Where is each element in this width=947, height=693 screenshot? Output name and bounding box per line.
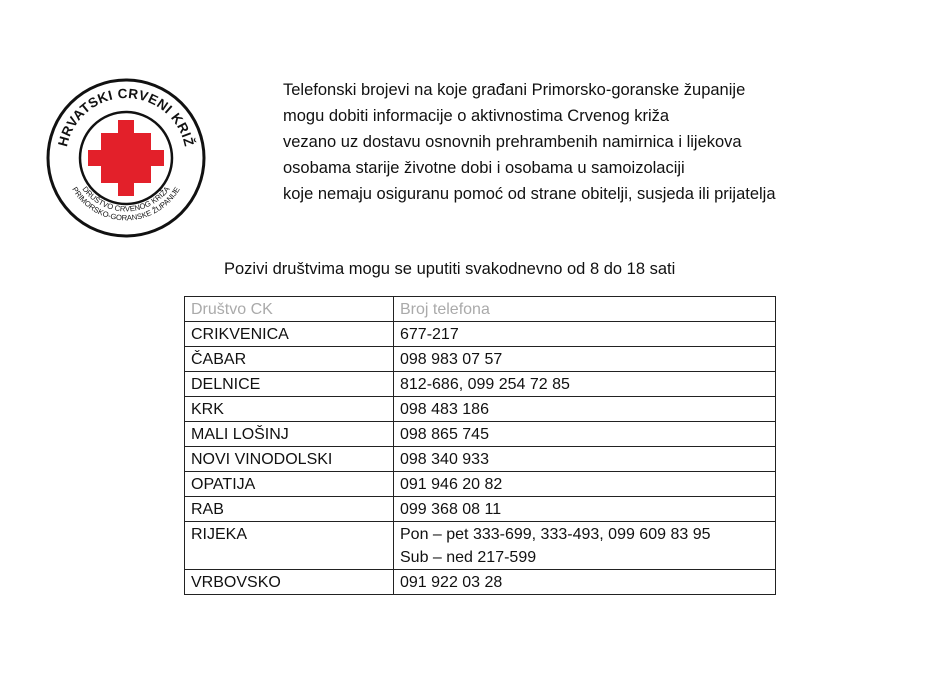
phone-number: 098 865 745 [394,422,776,447]
intro-line: Telefonski brojevi na koje građani Primorsko-goranske županije [283,81,746,99]
table-row [185,347,776,372]
phone-number [394,522,776,570]
society-name: DELNICE [185,372,394,397]
table-row [185,422,776,447]
intro-line: mogu dobiti informacije o aktivnostima Crvenog križa [283,107,670,125]
society-name: KRK [185,397,394,422]
red-cross-logo [44,76,208,240]
phone-number: 098 340 933 [394,447,776,472]
intro-line: osobama starije životne dobi i osobama u samoizolaciji [283,159,685,177]
logo-ring-text-top: HRVATSKI CRVENI KRIŽ [55,85,197,149]
intro-paragraph [283,77,923,207]
table-row [185,570,776,595]
phone-line-weekend: Sub – ned 217-599 [400,549,537,566]
society-name: VRBOVSKO [185,570,394,595]
phone-number: 812-686, 099 254 72 85 [394,372,776,397]
society-name: MALI LOŠINJ [185,422,394,447]
phone-number: 098 483 186 [394,397,776,422]
contacts-table [184,296,776,595]
call-hours-note: Pozivi društvima mogu se uputiti svakodnevno od 8 do 18 sati [224,260,676,278]
table-header-row [185,297,776,322]
table-row [185,522,776,570]
table-row [185,397,776,422]
intro-line: vezano uz dostavu osnovnih prehrambenih namirnica i lijekova [283,133,742,151]
table-row [185,472,776,497]
society-name: ČABAR [185,347,394,372]
phone-number: 677-217 [394,322,776,347]
logo-ring-text-bottom-2: PRIMORSKO-GORANSKE ŽUPANIJE [70,185,182,223]
header-society: Društvo CK [185,297,394,322]
phone-number: 099 368 08 11 [394,497,776,522]
society-name: RAB [185,497,394,522]
table-row [185,372,776,397]
intro-line: koje nemaju osiguranu pomoć od strane obitelji, susjeda ili prijatelja [283,185,776,203]
phone-number: 091 922 03 28 [394,570,776,595]
society-name: RIJEKA [185,522,394,570]
logo-ring-text-bottom-1: DRUŠTVO CRVENOG KRIŽA [80,184,172,214]
society-name: NOVI VINODOLSKI [185,447,394,472]
phone-number: 091 946 20 82 [394,472,776,497]
phone-line-weekday: Pon – pet 333-699, 333-493, 099 609 83 95 [400,526,711,543]
table-row [185,497,776,522]
table-row [185,322,776,347]
society-name: OPATIJA [185,472,394,497]
phone-number: 098 983 07 57 [394,347,776,372]
society-name: CRIKVENICA [185,322,394,347]
header-phone: Broj telefona [394,297,776,322]
table-row [185,447,776,472]
